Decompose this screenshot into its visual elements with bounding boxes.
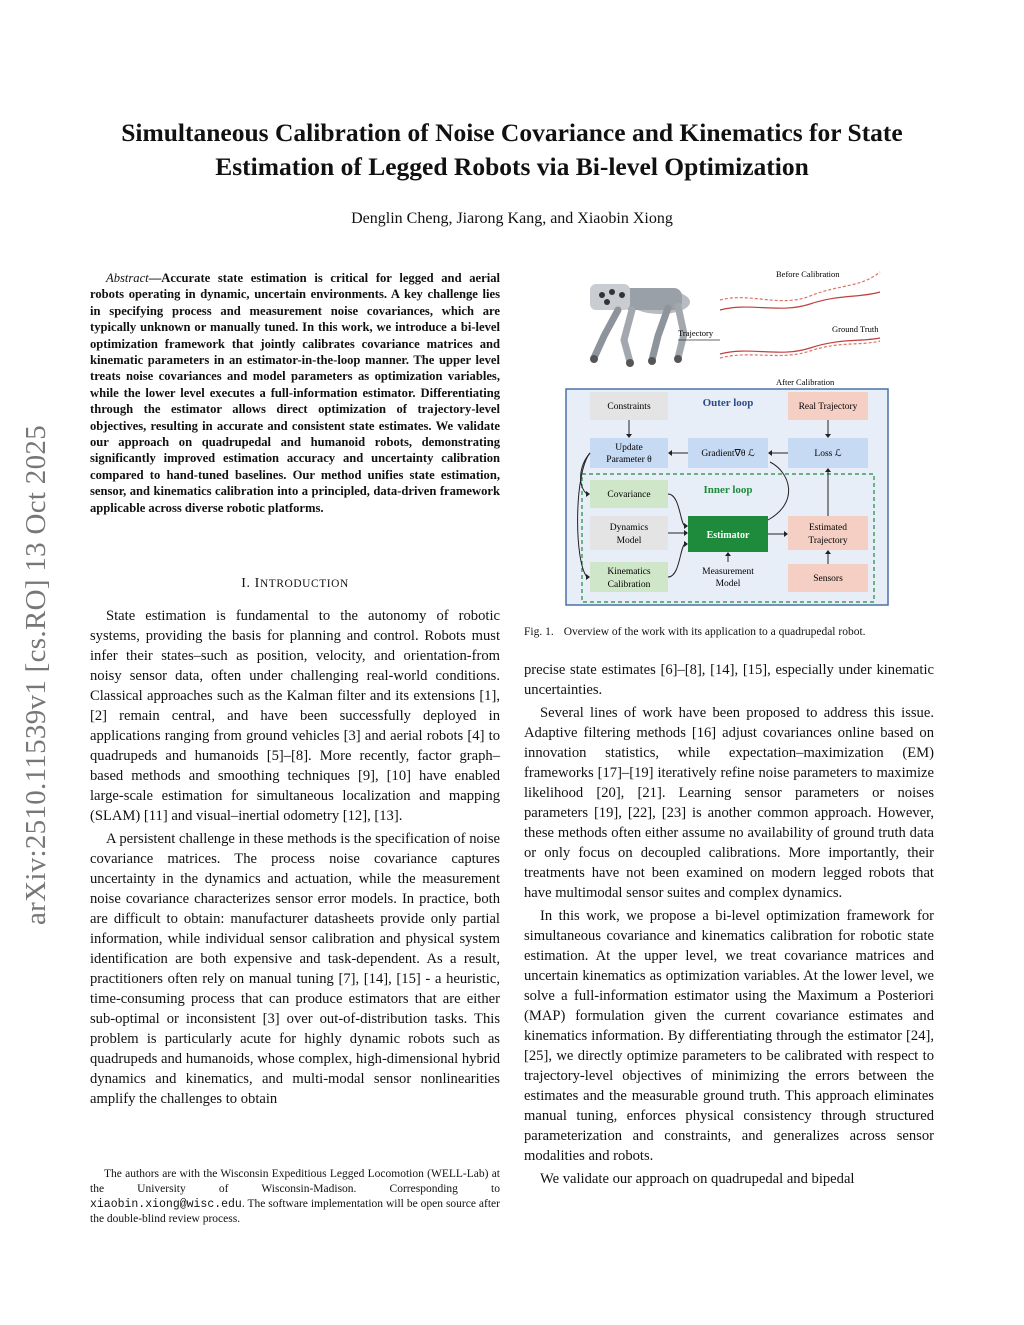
abstract <box>90 270 500 516</box>
left-paragraph-2: A persistent challenge in these methods is the specification of noise covariance matrices. The process noise covariance captures uncertainty in the dynamics and actuation, while the measurement noise covariance characterizes sensor error models. In practice, both are difficult to obtain: manufacturer datasheets provide only partial information, while individual sensor calibration and physical system identification are both expensive and task-dependent. As a result, practitioners often rely on manual tuning [7], [14], [15] - a heuristic, time-consuming process that can produce estimators that are either sub-optimal or inconsistent [3] over out-of-distribution tasks. This problem is particularly acute for highly dynamic robots such as quadrupeds and humanoids, whose complex, high-dimensional hybrid dynamics and kinematics, and multi-modal sensor nonlinearities amplify the challenges to obtain <box>90 831 500 1107</box>
measurement-model-label-2: Model <box>715 579 741 589</box>
right-column-body <box>524 660 934 1192</box>
outer-loop-label: Outer loop <box>702 397 754 409</box>
paper-title <box>60 116 964 184</box>
title-line-1: Simultaneous Calibration of Noise Covariance and Kinematics for State <box>121 118 903 147</box>
inner-loop-label: Inner loop <box>703 484 753 496</box>
estimated-trajectory-label-1: Estimated <box>809 523 847 533</box>
section-title-rest: NTRODUCTION <box>259 578 349 590</box>
estimator-label: Estimator <box>706 530 750 541</box>
footnote-text-a: The authors are with the Wisconsin Expeditious Legged Locomotion (WELL-Lab) at the University of Wisconsin-Madison. Corresponding to <box>90 1168 500 1195</box>
estimated-trajectory-label-2: Trajectory <box>808 536 848 546</box>
abstract-text: —Accurate state estimation is critical for legged and aerial robots operating in dynamic, uncertain environments. A key challenge lies in specifying process and measurement noise covariances, which are typically unknown or manually tuned. In this work, we introduce a bi-level optimization framework that jointly calibrates covariance matrices and kinematic parameters in an estimator-in-the-loop manner. The upper level treats noise covariances and model parameters as optimization variables, while the lower level executes a full-information estimator. Differentiating through the estimator allows direct optimization of trajectory-level objectives, resulting in accurate and consistent state estimates. We validate our approach on quadrupedal and humanoid robots, demonstrating significantly improved estimation accuracy and uncertainty calibration compared to hand-tuned baselines. Our method unifies state estimation, sensor, and kinematics calibration into a principled, data-driven framework applicable across diverse robotic platforms. <box>90 271 500 515</box>
right-paragraph-2: Several lines of work have been proposed to address this issue. Adaptive filtering methods [16] adjust covariances online based on innovation statistics, while expectation–maximization (EM) frameworks [17]–[19] iteratively refine noise parameters to maximize likelihood [20], [21]. Learning sensor parameters or noises parameters [19], [22], [23] is another common approach. However, these methods often either assume no availability of ground truth data or only focus on decoupled calibrations. More importantly, their treatments have not been examined on modern legged robots that have multimodal sensor suites and complex dynamics. <box>524 705 934 901</box>
abstract-label: Abstract <box>106 271 149 285</box>
gradient-label: Gradient∇θ ℒ <box>701 449 755 459</box>
figure-1-caption <box>524 626 936 638</box>
footnote <box>90 1167 500 1227</box>
dynamics-model-label-1: Dynamics <box>609 523 649 533</box>
sensors-label: Sensors <box>813 574 843 584</box>
after-calibration-curve <box>720 341 880 358</box>
footnote-email[interactable]: xiaobin.xiong@wisc.edu <box>90 1198 242 1211</box>
figure-caption-text: Overview of the work with its application to a quadrupedal robot. <box>563 626 866 638</box>
quadruped-robot-image <box>590 284 690 367</box>
arxiv-stamp[interactable]: arXiv:2510.11539v1 [cs.RO] 13 Oct 2025 <box>20 424 52 926</box>
right-paragraph-4: We validate our approach on quadrupedal and bipedal <box>540 1171 855 1187</box>
author-list: Denglin Cheng, Jiarong Kang, and Xiaobin Xiong <box>351 210 673 227</box>
loss-label: Loss ℒ <box>814 449 842 459</box>
measurement-model-label-1: Measurement <box>702 567 754 577</box>
figure-1 <box>560 262 890 610</box>
real-trajectory-label: Real Trajectory <box>798 402 858 412</box>
covariance-label: Covariance <box>607 490 651 500</box>
section-number: I. <box>241 576 251 591</box>
update-parameter-label-2: Parameter θ <box>606 455 652 465</box>
trajectory-label: Trajectory <box>678 328 714 338</box>
dynamics-model-label-2: Model <box>616 536 642 546</box>
left-column-body <box>90 606 500 1112</box>
section-first-letter: I <box>254 576 260 591</box>
ground-truth-curve-top <box>720 292 880 310</box>
right-paragraph-1: precise state estimates [6]–[8], [14], [15], especially under kinematic uncertainties. <box>524 662 934 698</box>
after-calibration-label: After Calibration <box>776 377 835 387</box>
kinematics-calibration-label-2: Calibration <box>607 580 651 590</box>
kinematics-calibration-label-1: Kinematics <box>607 567 651 577</box>
footnote-text-b: . The software implementation will be open source after the double-blind review process. <box>90 1198 500 1225</box>
ground-truth-curve-bottom <box>720 338 880 354</box>
section-heading-introduction <box>90 576 500 592</box>
left-paragraph-1: State estimation is fundamental to the autonomy of robotic systems, providing the basis for planning and control. Robots must infer their states–such as position, velocity, and orientation-from noisy sensor data, often under challenging real-world conditions. Classical approaches such as the Kalman filter and its extensions [1], [2] remain central, and have been successfully deployed in applications ranging from ground vehicles [3] and aerial robots [4] to quadrupeds and humanoids [5]–[8]. More recently, factor graph–based methods and smoothing techniques [9], [10] have enabled large-scale estimation for simultaneous localization and mapping (SLAM) [11] and visual–inertial odometry [12], [13]. <box>90 608 500 824</box>
ground-truth-label: Ground Truth <box>832 324 879 334</box>
figure-caption-label: Fig. 1. <box>524 626 554 638</box>
right-paragraph-3: In this work, we propose a bi-level optimization framework for simultaneous covariance and kinematics calibration for robotic state estimation. At the upper level, we treat covariance matrices and uncertain kinematics as optimization variables. At the lower level, we solve a full-information estimator using the Maximum a Posteriori (MAP) formulation given the current covariance estimates and kinematics information. By differentiating through the estimator [24], [25], we directly optimize parameters to be calibrated with respect to trajectory-level objectives of minimizing the errors between the estimates and the measurable ground truth. This approach eliminates manual tuning, enforces physical consistency through structured parameterization and constraints, and generalizes across sensor modalities and robots. <box>524 908 934 1164</box>
update-parameter-label-1: Update <box>615 443 643 453</box>
title-line-2: Estimation of Legged Robots via Bi-level Optimization <box>215 152 809 181</box>
before-calibration-label: Before Calibration <box>776 269 840 279</box>
constraints-label: Constraints <box>607 402 651 412</box>
